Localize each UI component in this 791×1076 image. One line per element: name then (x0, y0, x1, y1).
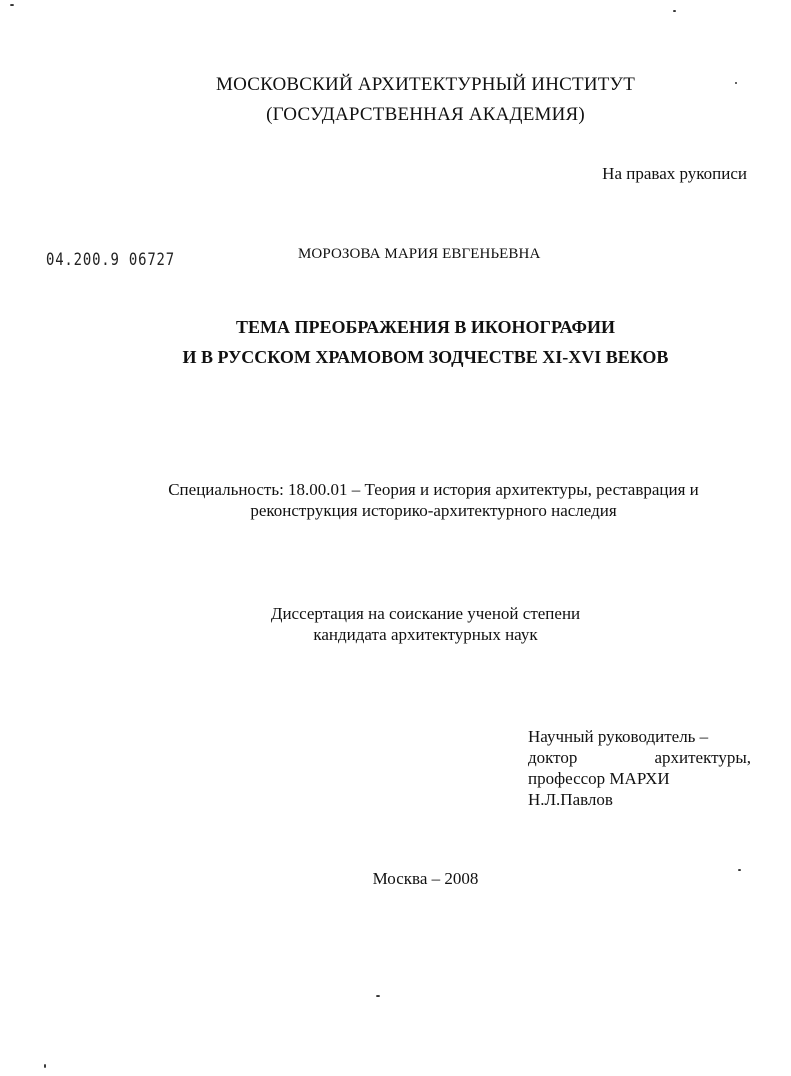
institute-subtitle: (ГОСУДАРСТВЕННАЯ АКАДЕМИЯ) (266, 104, 585, 125)
supervisor-name: Н.Л.Павлов (528, 790, 613, 809)
dissertation-title (30, 312, 791, 372)
supervisor-block (528, 726, 751, 810)
degree-line-1: Диссертация на соискание ученой степени (270, 604, 581, 623)
supervisor-degree (528, 747, 751, 768)
specialty-line-2: реконструкция историко-архитектурного наследия (250, 501, 617, 520)
author-name: МОРОЗОВА МАРИЯ ЕВГЕНЬЕВНА (298, 246, 541, 262)
specialty-line-1: Специальность: 18.00.01 – Теория и история архитектуры, реставрация и (168, 480, 699, 499)
supervisor-label: Научный руководитель – (528, 727, 709, 746)
scan-speck (673, 10, 676, 12)
title-line-2: И В РУССКОМ ХРАМОВОМ ЗОДЧЕСТВЕ XI-XVI ВЕКОВ (182, 347, 669, 367)
degree-statement (30, 603, 791, 645)
institute-name: МОСКОВСКИЙ АРХИТЕКТУРНЫЙ ИНСТИТУТ (215, 74, 635, 95)
institute-heading (30, 70, 791, 130)
scan-speck (376, 995, 380, 997)
degree-line-2: кандидата архитектурных наук (313, 625, 538, 644)
scan-speck (44, 1064, 46, 1068)
supervisor-position: профессор МАРХИ (528, 769, 670, 788)
title-line-1: ТЕМА ПРЕОБРАЖЕНИЯ В ИКОНОГРАФИИ (236, 317, 615, 337)
manuscript-note: На правах рукописи (602, 164, 747, 183)
specialty (38, 479, 791, 521)
scan-speck (738, 869, 741, 871)
scan-speck (10, 4, 14, 6)
scan-speck (735, 82, 737, 84)
city-year: Москва – 2008 (372, 869, 479, 888)
supervisor-degree-right: архитектуры, (654, 748, 751, 767)
registration-stamp: 04.200.9 06727 (46, 250, 175, 270)
supervisor-degree-left: доктор (528, 748, 578, 767)
